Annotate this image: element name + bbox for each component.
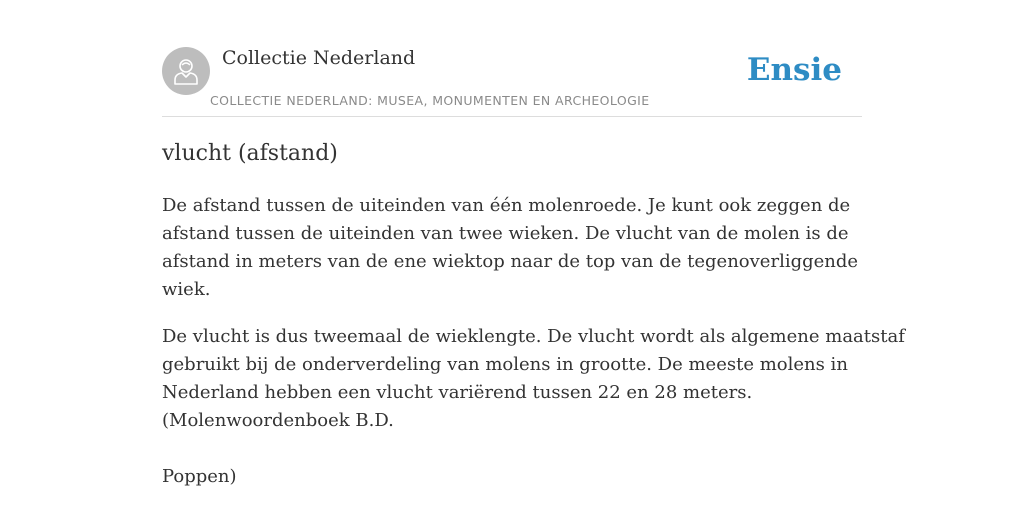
- paragraph-2-line: (Molenwoordenboek B.D.: [162, 410, 394, 431]
- page-title: vlucht (afstand): [162, 141, 338, 166]
- blank-line: [162, 435, 862, 463]
- paragraph-2-line: De vlucht is dus tweemaal de wieklengte. De vlucht wordt als algemene maatstaf: [162, 326, 905, 347]
- article-body: [162, 192, 905, 491]
- paragraph-2-line: Nederland hebben een vlucht variërend tussen 22 en 28 meters.: [162, 382, 753, 403]
- paragraph-1-line: afstand tussen de uiteinden van twee wieken. De vlucht van de molen is de: [162, 223, 849, 244]
- paragraph-1-line: De afstand tussen de uiteinden van één molenroede. Je kunt ook zeggen de: [162, 195, 851, 216]
- author-name[interactable]: Collectie Nederland: [222, 47, 416, 69]
- paragraph-3-line: Poppen): [162, 466, 237, 487]
- article-header: [162, 44, 862, 117]
- paragraph-gap: [162, 304, 862, 323]
- user-icon: [171, 56, 201, 86]
- brand-logo[interactable]: Ensie: [746, 52, 842, 88]
- paragraph-2-line: gebruikt bij de onderverdeling van molens in grootte. De meeste molens in: [162, 354, 848, 375]
- author-subtitle: COLLECTIE NEDERLAND: MUSEA, MONUMENTEN EN ARCHEOLOGIE: [210, 93, 650, 108]
- paragraph-1-line: wiek.: [162, 279, 211, 300]
- avatar[interactable]: [162, 47, 210, 95]
- paragraph-1-line: afstand in meters van de ene wiektop naar de top van de tegenoverliggende: [162, 251, 859, 272]
